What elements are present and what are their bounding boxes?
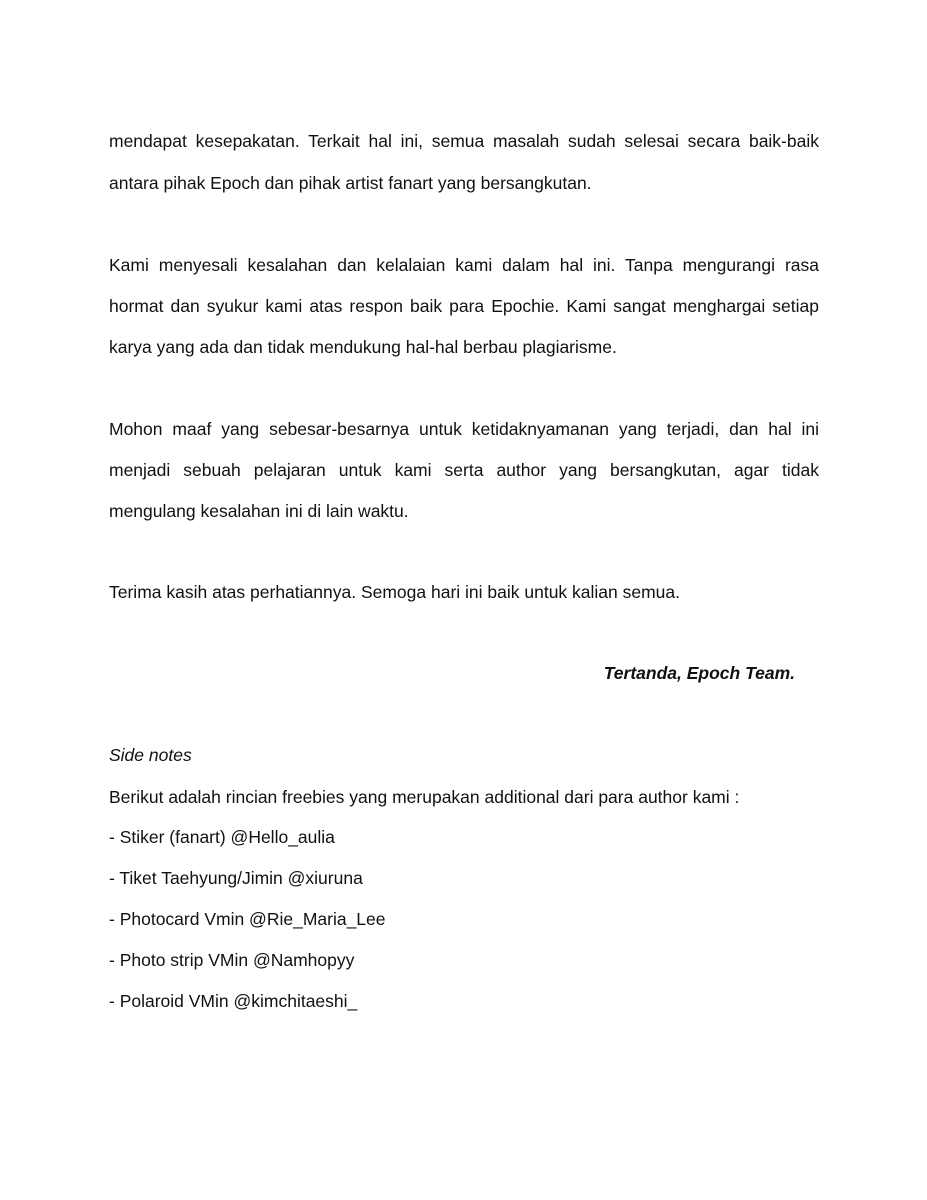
side-notes-item-tiket: - Tiket Taehyung/Jimin @xiuruna xyxy=(109,868,363,888)
paragraph-3-line-3: mengulang kesalahan ini di lain waktu. xyxy=(109,501,409,521)
paragraph-4-line-1: Terima kasih atas perhatiannya. Semoga hari ini baik untuk kalian semua. xyxy=(109,582,681,602)
side-notes-item-stiker: - Stiker (fanart) @Hello_aulia xyxy=(109,827,335,847)
paragraph-2-line-2: hormat dan syukur kami atas respon baik para Epochie. Kami sangat menghargai setiap xyxy=(109,296,819,316)
paragraph-3-line-2: menjadi sebuah pelajaran untuk kami serta author yang bersangkutan, agar tidak xyxy=(109,460,819,480)
signature: Tertanda, Epoch Team. xyxy=(603,663,795,683)
side-notes-title: Side notes xyxy=(109,745,192,765)
paragraph-1-line-1: mendapat kesepakatan. Terkait hal ini, semua masalah sudah selesai secara baik-baik xyxy=(109,131,819,151)
paragraph-3-line-1: Mohon maaf yang sebesar-besarnya untuk ketidaknyamanan yang terjadi, dan hal ini xyxy=(109,419,819,439)
side-notes-intro: Berikut adalah rincian freebies yang merupakan additional dari para author kami : xyxy=(109,787,740,807)
side-notes-item-polaroid: - Polaroid VMin @kimchitaeshi_ xyxy=(109,991,358,1011)
paragraph-2-line-3: karya yang ada dan tidak mendukung hal-hal berbau plagiarisme. xyxy=(109,337,617,357)
side-notes-item-photocard: - Photocard Vmin @Rie_Maria_Lee xyxy=(109,909,386,929)
paragraph-2-line-1: Kami menyesali kesalahan dan kelalaian kami dalam hal ini. Tanpa mengurangi rasa xyxy=(109,255,819,275)
side-notes-item-photo-strip: - Photo strip VMin @Namhopyy xyxy=(109,950,355,970)
paragraph-1-line-2: antara pihak Epoch dan pihak artist fanart yang bersangkutan. xyxy=(109,173,592,193)
